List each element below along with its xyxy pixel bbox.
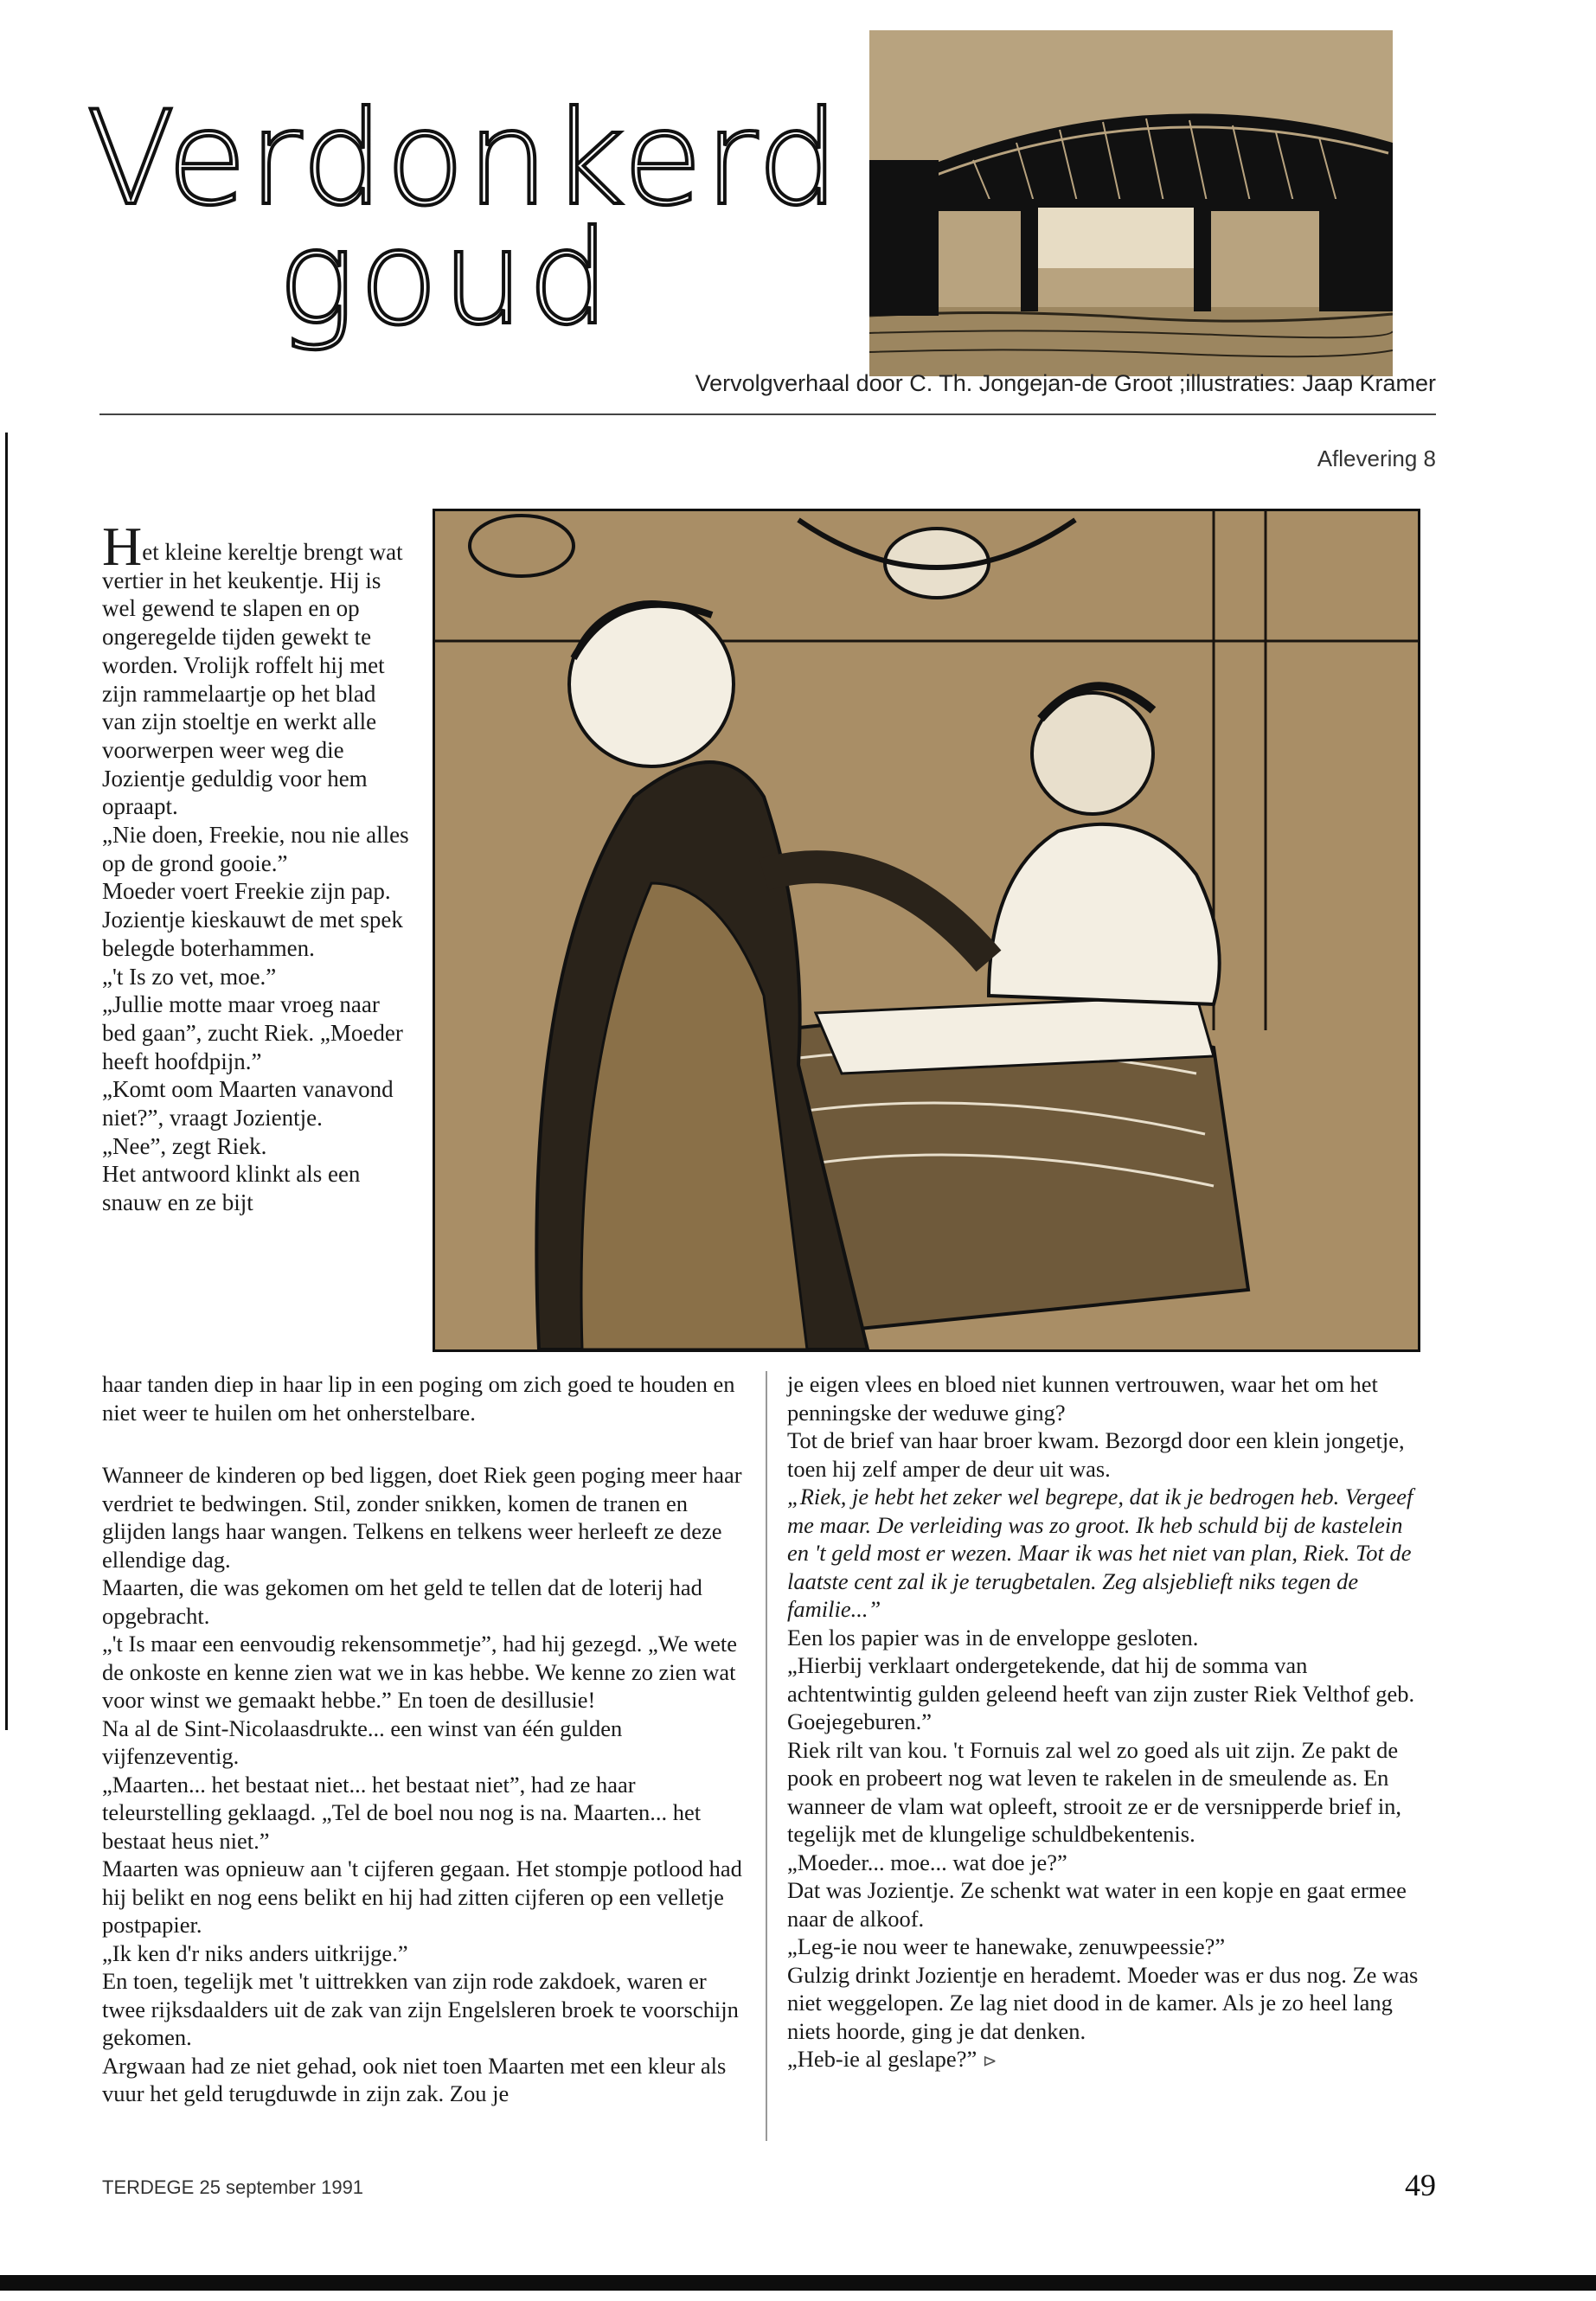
story-right-column bbox=[787, 1370, 1419, 2075]
paragraph: Na al de Sint-Nicolaasdrukte... een winst van één gulden vijfenzeventig. bbox=[102, 1715, 623, 1769]
paragraph: Moeder voert Freekie zijn pap. Jozientje kieskauwt de met spek belegde boterhammen. bbox=[102, 878, 403, 961]
paragraph: „Leg-ie nou weer te hanewake, zenuwpeessie?” bbox=[787, 1933, 1226, 1959]
paragraph: „Nee”, zegt Riek. bbox=[102, 1132, 267, 1159]
paragraph: „Komt oom Maarten vanavond niet?”, vraagt Jozientje. bbox=[102, 1076, 394, 1131]
episode-label: Aflevering 8 bbox=[1317, 445, 1436, 471]
title-line-2: goud bbox=[277, 203, 614, 354]
paragraph: Dat was Jozientje. Ze schenkt wat water in een kopje en gaat ermee naar de alkoof. bbox=[787, 1877, 1407, 1932]
continue-arrow-icon: ⊳ bbox=[982, 2050, 997, 2071]
title-line-1: Verdonkerd bbox=[87, 84, 842, 234]
paragraph: Tot de brief van haar broer kwam. Bezorgd door een klein jongetje, toen hij zelf amper de deur uit was. bbox=[787, 1427, 1405, 1482]
paragraph: Maarten was opnieuw aan 't cijferen gegaan. Het stompje potlood had hij belikt en nog eens belikt en hij had zitten cijferen op een velletje postpapier. bbox=[102, 1856, 742, 1938]
paragraph: Het kleine kereltje brengt wat vertier in het keukentje. Hij is wel gewend te slapen en op ongeregelde tijden gewekt te worden. Vrolijk roffelt hij met zijn rammelaartje op het blad van zijn stoeltje en werkt alle voorwerpen weer weg die Jozientje geduldig voor hem opraapt. bbox=[102, 516, 403, 820]
paragraph: Wanneer de kinderen op bed liggen, doet Riek geen poging meer haar verdriet te bedwingen. Stil, zonder snikken, komen de tranen en glijden langs haar wangen. Telkens en telkens weer herleeft ze deze ellendige dag. bbox=[102, 1462, 742, 1573]
paragraph: je eigen vlees en bloed niet kunnen vertrouwen, waar het om het penningske der weduwe ging? bbox=[787, 1371, 1378, 1426]
paragraph: En toen, tegelijk met 't uittrekken van zijn rode zakdoek, waren er twee rijksdaalders uit de zak van zijn Engelsleren broek te voorschijn gekomen. bbox=[102, 1968, 739, 2050]
paragraph: „Nie doen, Freekie, nou nie alles op de grond gooie.” bbox=[102, 822, 409, 876]
paragraph: Gulzig drinkt Jozientje en herademt. Moeder was er dus nog. Ze was niet weggelopen. Ze lag niet dood in de kamer. Als je zo heel lang niets hoorde, ging je dat denken. bbox=[787, 1961, 1419, 2044]
story-intro-column bbox=[102, 516, 413, 1217]
paragraph: „Hierbij verklaart ondergetekende, dat hij de somma van achtentwintig gulden geleend heeft van zijn zuster Riek Velthof geb. Goejegeburen.” bbox=[787, 1652, 1415, 1734]
bottom-border bbox=[0, 2275, 1596, 2291]
paragraph: Argwaan had ze niet gehad, ook niet toen Maarten met een kleur als vuur het geld terugduwde in zijn zak. Zou je bbox=[102, 2052, 727, 2106]
letter-quote: „Riek, je hebt het zeker wel begrepe, dat ik je bedrogen heb. Vergeef me maar. De verleiding was zo groot. Ik heb schuld bij de kastelein en 't geld most er wezen. Maar ik was het niet van plan, Riek. Tot de laatste cent zal ik je terugbetalen. Zeg alsjeblieft niks tegen de familie...” bbox=[787, 1484, 1413, 1622]
paragraph: „Maarten... het bestaat niet... het bestaat niet”, had ze haar teleurstelling geklaagd. „Tel de boel nou nog is na. Maarten... het bestaat heus niet.” bbox=[102, 1771, 702, 1854]
byline: Vervolgverhaal door C. Th. Jongejan-de Groot ;illustraties: Jaap Kramer bbox=[695, 370, 1436, 396]
scene-drawing bbox=[435, 511, 1418, 1349]
paragraph: „'t Is maar een eenvoudig rekensommetje”, had hij gezegd. „We wete de onkoste en kenne zien wat we in kas hebbe. We kenne zo zien wat voor winst we gemaakt hebbe.” En toen de desillusie! bbox=[102, 1631, 738, 1713]
bridge-illustration bbox=[869, 30, 1393, 376]
paragraph: haar tanden diep in haar lip in een poging om zich goed te houden en niet weer te huilen om het onherstelbare. bbox=[102, 1371, 735, 1426]
page-number: 49 bbox=[1405, 2168, 1436, 2202]
bridge-drawing bbox=[869, 30, 1393, 376]
drop-cap: H bbox=[102, 516, 143, 577]
header-divider bbox=[99, 413, 1436, 415]
story-title bbox=[87, 84, 842, 354]
column-divider bbox=[766, 1371, 767, 2141]
paragraph: Het antwoord klinkt als een snauw en ze bijt bbox=[102, 1161, 361, 1216]
paragraph: „Heb-ie al geslape?” ⊳ bbox=[787, 2046, 997, 2072]
page-edge-rule bbox=[5, 433, 8, 1730]
scene-illustration bbox=[433, 509, 1420, 1352]
paragraph: Een los papier was in de enveloppe gesloten. bbox=[787, 1624, 1199, 1650]
paragraph-gap bbox=[102, 1426, 744, 1461]
paragraph: „Ik ken d'r niks anders uitkrijge.” bbox=[102, 1939, 408, 1966]
paragraph: „Moeder... moe... wat doe je?” bbox=[787, 1849, 1067, 1875]
footer-publication: TERDEGE 25 september 1991 bbox=[102, 2176, 364, 2198]
paragraph: „'t Is zo vet, moe.” bbox=[102, 963, 277, 990]
paragraph: Maarten, die was gekomen om het geld te tellen dat de loterij had opgebracht. bbox=[102, 1574, 702, 1629]
paragraph: Riek rilt van kou. 't Fornuis zal wel zo goed als uit zijn. Ze pakt de pook en probeert nog wat leven te rakelen in de smeulende as. En wanneer de vlam wat opleeft, strooit ze er de versnipperde brief in, tegelijk met de klungelige schuldbekentenis. bbox=[787, 1736, 1402, 1847]
paragraph: „Jullie motte maar vroeg naar bed gaan”, zucht Riek. „Moeder heeft hoofdpijn.” bbox=[102, 991, 403, 1074]
story-left-column bbox=[102, 1370, 744, 2108]
